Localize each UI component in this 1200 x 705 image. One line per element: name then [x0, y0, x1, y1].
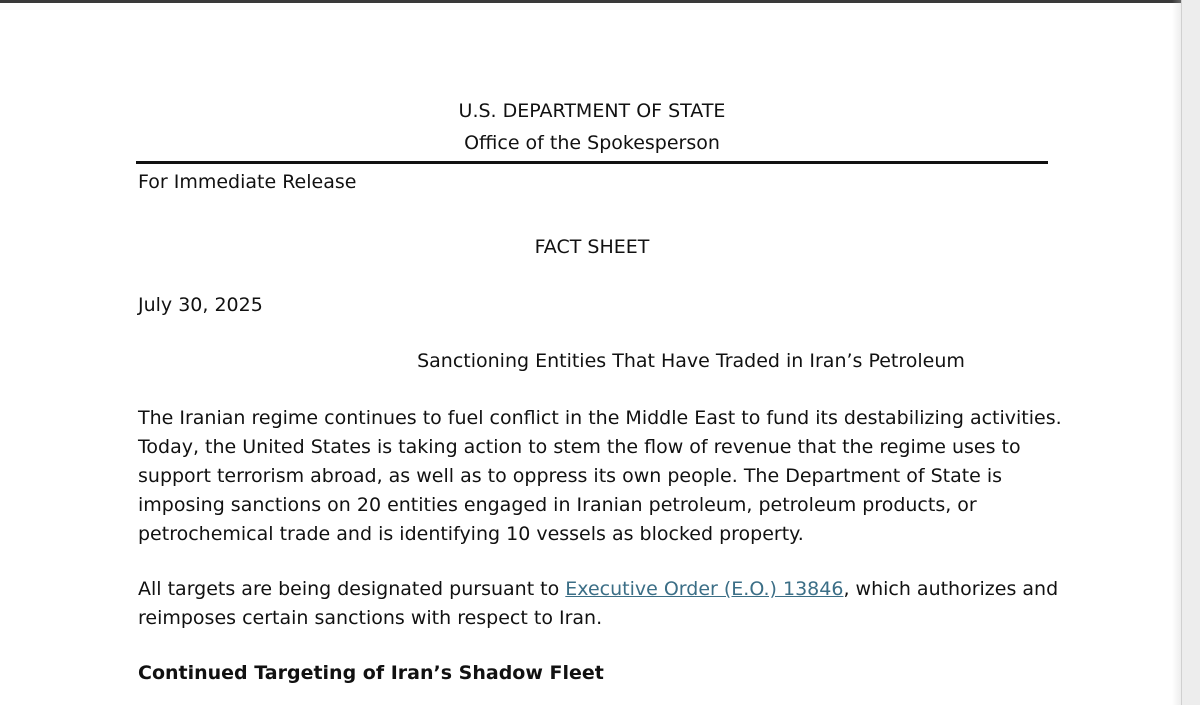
agency-name: U.S. DEPARTMENT OF STATE: [458, 100, 726, 122]
office-name: Office of the Spokesperson: [464, 132, 720, 154]
paragraph-2-intro: All targets are being designated pursuant to: [138, 578, 566, 600]
executive-order-link[interactable]: Executive Order (E.O.) 13846: [565, 578, 844, 600]
document-type: FACT SHEET: [534, 236, 650, 258]
vertical-scrollbar[interactable]: [1181, 0, 1200, 705]
release-date: July 30, 2025: [138, 294, 263, 316]
release-note: For Immediate Release: [138, 171, 357, 193]
body-paragraph-1: The Iranian regime continues to fuel conflict in the Middle East to fund its destabilizing activities. Today, the United States is taking action to stem the flow of revenue that the regime uses to support terrorism abroad, as well as to oppress its own people. The Department of State is imposing sanctions on 20 entities engaged in Iranian petroleum, petroleum products, or petrochemical trade and is identifying 10 vessels as blocked property.: [138, 407, 1062, 545]
document-title: Sanctioning Entities That Have Traded in Iran’s Petroleum: [417, 350, 965, 372]
paragraph-2-rest: , which authorizes and reimposes certain sanctions with respect to Iran.: [138, 578, 1059, 629]
document-page: [0, 3, 1172, 705]
section-heading: Continued Targeting of Iran’s Shadow Fleet: [138, 662, 604, 684]
header-divider: [136, 161, 1048, 164]
body-paragraph-2: [138, 575, 1068, 633]
